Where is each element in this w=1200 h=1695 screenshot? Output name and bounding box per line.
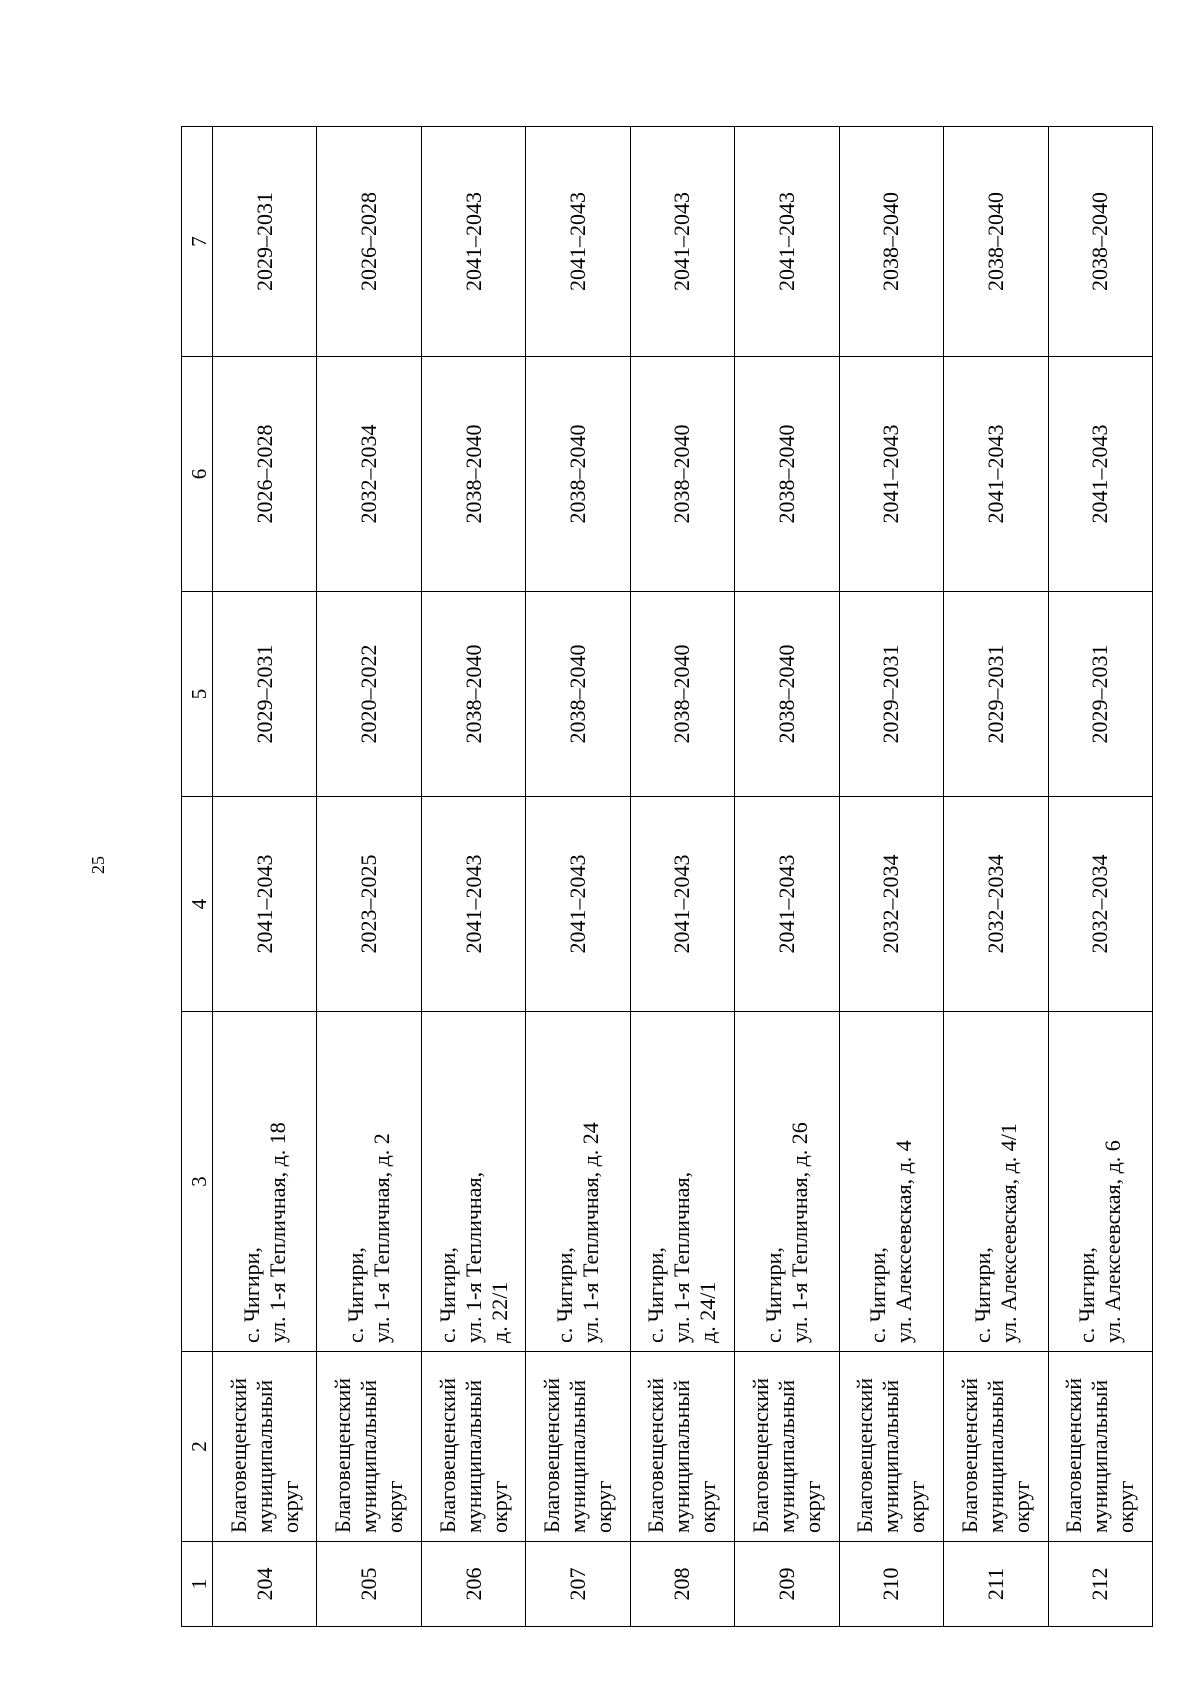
district-cell [317,1352,421,1542]
table-row [213,127,317,1627]
table-row [1048,127,1152,1627]
district-line: Благовещенский [956,1377,982,1533]
period-cell-c5: 2029–2031 [1048,592,1152,797]
table-header-row [182,127,213,1627]
table-row [526,127,630,1627]
district-line: округ [695,1480,721,1533]
period-cell-c5: 2029–2031 [944,592,1048,797]
period-cell-c7: 2038–2040 [1048,127,1152,357]
period-cell-c7: 2038–2040 [839,127,943,357]
row-number-cell: 208 [630,1542,734,1627]
row-number-cell: 209 [735,1542,839,1627]
address-cell [630,1012,734,1352]
address-line: ул. 1-я Тепличная, д. 24 [578,1122,604,1343]
header-cell-4: 4 [182,797,213,1012]
district-line: муниципальный [356,1379,382,1533]
period-cell-c5: 2020–2022 [317,592,421,797]
district-line: муниципальный [1087,1379,1113,1533]
district-line: Благовещенский [434,1377,460,1533]
address-line: с. Чигири, [552,1247,578,1343]
district-line: округ [799,1480,825,1533]
row-number-cell: 207 [526,1542,630,1627]
period-cell-c5: 2038–2040 [526,592,630,797]
table-row [630,127,734,1627]
district-line: муниципальный [565,1379,591,1533]
address-line: ул. Алексеевская, д. 6 [1100,1140,1126,1343]
period-cell-c6: 2041–2043 [944,357,1048,592]
period-cell-c7: 2029–2031 [213,127,317,357]
district-line: Благовещенский [225,1377,251,1533]
district-line: Благовещенский [852,1377,878,1533]
district-cell [526,1352,630,1542]
period-cell-c4: 2032–2034 [839,797,943,1012]
address-line: ул. 1-я Тепличная, д. 2 [369,1133,395,1343]
address-cell [944,1012,1048,1352]
district-line: округ [486,1480,512,1533]
district-line: Благовещенский [643,1377,669,1533]
district-line: Благовещенский [747,1377,773,1533]
address-line: ул. Алексеевская, д. 4 [891,1140,917,1343]
district-line: Благовещенский [330,1377,356,1533]
period-cell-c6: 2032–2034 [317,357,421,592]
period-cell-c4: 2041–2043 [630,797,734,1012]
district-line: муниципальный [982,1379,1008,1533]
district-cell [839,1352,943,1542]
address-line: ул. 1-я Тепличная, [460,1171,486,1343]
header-cell-5: 5 [182,592,213,797]
period-cell-c5: 2029–2031 [213,592,317,797]
address-cell [1048,1012,1152,1352]
district-line: округ [277,1480,303,1533]
address-cell [839,1012,943,1352]
period-cell-c6: 2038–2040 [421,357,525,592]
district-line: Благовещенский [1061,1377,1087,1533]
period-cell-c4: 2041–2043 [213,797,317,1012]
period-cell-c5: 2038–2040 [630,592,734,797]
row-number-cell: 210 [839,1542,943,1627]
district-cell [213,1352,317,1542]
address-line: с. Чигири, [1074,1247,1100,1343]
period-cell-c5: 2038–2040 [421,592,525,797]
period-cell-c6: 2038–2040 [630,357,734,592]
district-line: муниципальный [460,1379,486,1533]
address-line: с. Чигири, [969,1247,995,1343]
header-cell-2: 2 [182,1352,213,1542]
period-cell-c4: 2032–2034 [944,797,1048,1012]
period-cell-c7: 2041–2043 [421,127,525,357]
district-line: округ [591,1480,617,1533]
address-cell [735,1012,839,1352]
district-line: округ [1113,1480,1139,1533]
period-cell-c7: 2041–2043 [526,127,630,357]
district-cell [735,1352,839,1542]
header-cell-3: 3 [182,1012,213,1352]
period-cell-c6: 2026–2028 [213,357,317,592]
address-line: с. Чигири, [760,1247,786,1343]
address-line: с. Чигири, [643,1247,669,1343]
district-line: округ [382,1480,408,1533]
address-cell [421,1012,525,1352]
address-line: ул. 1-я Тепличная, д. 18 [264,1122,290,1343]
period-cell-c4: 2041–2043 [421,797,525,1012]
header-cell-7: 7 [182,127,213,357]
address-line: д. 24/1 [695,1281,721,1343]
table-row [317,127,421,1627]
table-row [735,127,839,1627]
address-line: д. 22/1 [486,1281,512,1343]
district-line: муниципальный [251,1379,277,1533]
address-cell [317,1012,421,1352]
period-cell-c6: 2041–2043 [839,357,943,592]
row-number-cell: 204 [213,1542,317,1627]
district-cell [944,1352,1048,1542]
row-number-cell: 211 [944,1542,1048,1627]
period-cell-c5: 2029–2031 [839,592,943,797]
district-line: муниципальный [878,1379,904,1533]
address-line: с. Чигири, [238,1247,264,1343]
header-cell-6: 6 [182,357,213,592]
address-line: с. Чигири, [434,1247,460,1343]
address-line: ул. 1-я Тепличная, [669,1171,695,1343]
address-line: с. Чигири, [865,1247,891,1343]
period-cell-c7: 2038–2040 [944,127,1048,357]
table-row [839,127,943,1627]
period-cell-c6: 2038–2040 [735,357,839,592]
period-cell-c7: 2041–2043 [735,127,839,357]
row-number-cell: 205 [317,1542,421,1627]
period-cell-c6: 2041–2043 [1048,357,1152,592]
table-rotated-frame [181,127,1151,1627]
period-cell-c4: 2023–2025 [317,797,421,1012]
period-cell-c4: 2032–2034 [1048,797,1152,1012]
address-cell [526,1012,630,1352]
table-row [421,127,525,1627]
period-cell-c5: 2038–2040 [735,592,839,797]
address-line: ул. 1-я Тепличная, д. 26 [786,1122,812,1343]
header-cell-1: 1 [182,1542,213,1627]
address-cell [213,1012,317,1352]
district-line: муниципальный [669,1379,695,1533]
row-number-cell: 212 [1048,1542,1152,1627]
row-number-cell: 206 [421,1542,525,1627]
district-cell [421,1352,525,1542]
district-line: муниципальный [773,1379,799,1533]
district-cell [1048,1352,1152,1542]
address-line: ул. Алексеевская, д. 4/1 [995,1123,1021,1343]
district-line: округ [904,1480,930,1533]
district-cell [630,1352,734,1542]
district-line: Благовещенский [539,1377,565,1533]
page-number: 25 [88,856,108,874]
period-cell-c4: 2041–2043 [735,797,839,1012]
period-cell-c7: 2026–2028 [317,127,421,357]
table-row [944,127,1048,1627]
period-cell-c6: 2038–2040 [526,357,630,592]
period-cell-c7: 2041–2043 [630,127,734,357]
address-line: с. Чигири, [343,1247,369,1343]
district-line: округ [1008,1480,1034,1533]
schedule-table [181,126,1153,1627]
period-cell-c4: 2041–2043 [526,797,630,1012]
